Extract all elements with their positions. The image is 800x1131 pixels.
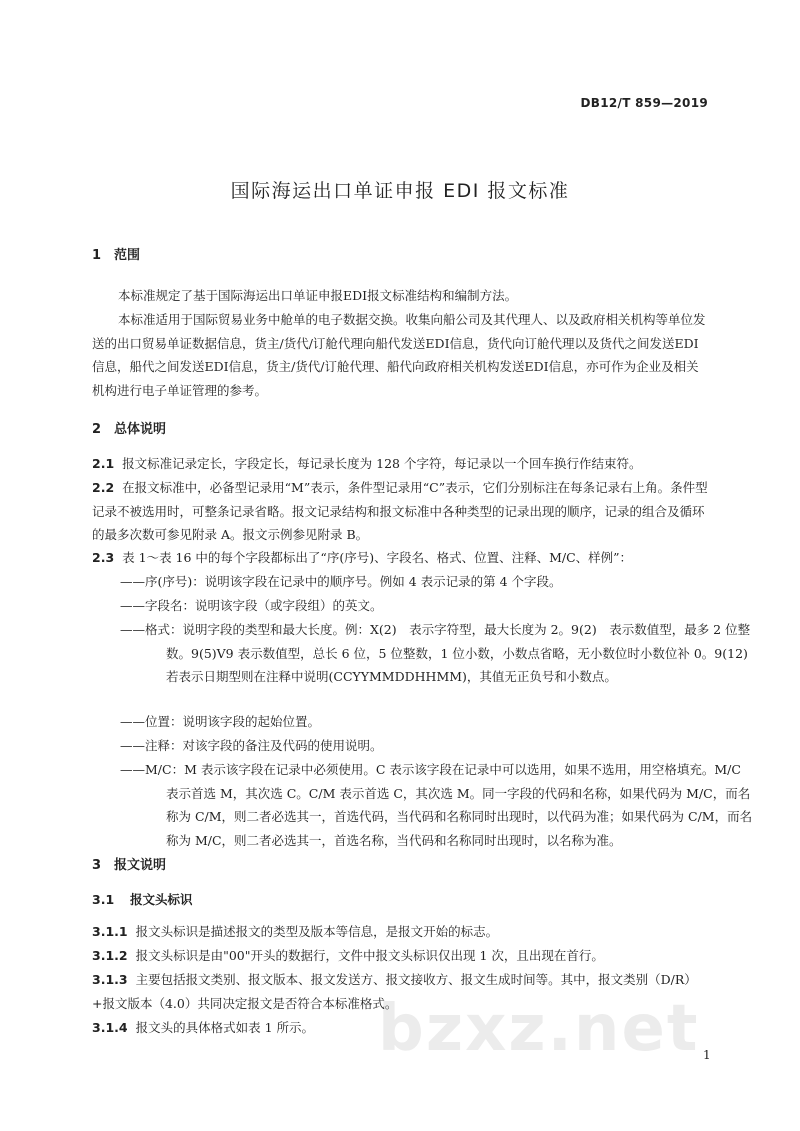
clause-number: 3.1.1 bbox=[92, 924, 128, 939]
subsection-title: 报文头标识 bbox=[130, 892, 193, 907]
clause-3-1-2 bbox=[92, 944, 710, 968]
list-item: ——M/C：M 表示该字段在记录中必须使用。C 表示该字段在记录中可以选用，如果不选用，用空格填充。M/C 表示首选 M，其次选 C。C/M 表示首选 C，其次选 M。同一字段的代码和名称，如果代码为 M/C，而名称为 C/M，则二者必选其一，首选代码，当代码和名称同时出现时，以代码为准；如果代码为 C/M，而名称为 M/C，则二者必选其一，首选名称，当代码和名称同时出现时，以名称为准。 bbox=[120, 762, 753, 848]
section-title: 报文说明 bbox=[114, 858, 167, 873]
section-heading-message bbox=[92, 854, 166, 873]
clause-3-1-3 bbox=[92, 968, 710, 1015]
section-title: 总体说明 bbox=[114, 422, 167, 437]
section-heading-general bbox=[92, 418, 166, 437]
clause-text: 主要包括报文类别、报文版本、报文发送方、报文接收方、报文生成时间等。其中，报文类别（D/R）+报文版本（4.0）共同决定报文是否符合本标准格式。 bbox=[92, 972, 697, 1011]
section-number: 2 bbox=[92, 422, 102, 437]
clause-number: 2.1 bbox=[92, 456, 115, 471]
list-item: ——位置：说明该字段的起始位置。 bbox=[120, 714, 321, 729]
clause-text: 报文头标识是由"00"开头的数据行，文件中报文头标识仅出现 1 次，且出现在首行。 bbox=[135, 948, 604, 963]
watermark: bzxz.net bbox=[378, 992, 700, 1066]
clause-number: 3.1.2 bbox=[92, 948, 128, 963]
document-title: 国际海运出口单证申报 EDI 报文标准 bbox=[230, 180, 570, 202]
subsection-heading bbox=[92, 890, 193, 908]
list-item: ——格式：说明字段的类型和最大长度。例：X(2) 表示字符型，最大长度为 2。9(2) 表示数值型，最多 2 位整数。9(5)V9 表示数值型，总长 6 位，5 位整数，1 位小数，小数点省略，无小数位时小数位补 0。9(12) 若表示日期型则在注释中说明(CCYYMMDDHHMM)，其值无正负号和小数点。 bbox=[120, 622, 751, 684]
clause-text: 在报文标准中，必备型记录用“M”表示，条件型记录用“C”表示，它们分别标注在每条记录右上角。条件型记录不被选用时，可整条记录省略。报文记录结构和报文标准中各种类型的记录出现的顺序，记录的组合及循环的最多次数可参见附录 A。报文示例参见附录 B。 bbox=[92, 480, 708, 542]
clause-text: 报文标准记录定长，字段定长，每记录长度为 128 个字符，每记录以一个回车换行作结束符。 bbox=[122, 456, 642, 471]
list-item: ——字段名：说明该字段（或字段组）的英文。 bbox=[120, 598, 383, 613]
section-number: 1 bbox=[92, 248, 102, 263]
subsection-number: 3.1 bbox=[92, 892, 115, 907]
section-number: 3 bbox=[92, 858, 102, 873]
page-number: 1 bbox=[703, 1048, 711, 1062]
clause-number: 2.2 bbox=[92, 480, 115, 495]
clause-text: 表 1～表 16 中的每个字段都标出了“序(序号)、字段名、格式、位置、注释、M/C、样例”： bbox=[122, 550, 633, 565]
document-code: DB12/T 859—2019 bbox=[580, 96, 708, 110]
section-heading-scope bbox=[92, 244, 140, 263]
clause-2-3 bbox=[92, 546, 710, 570]
clause-number: 2.3 bbox=[92, 550, 115, 565]
list-item: ——序(序号)：说明该字段在记录中的顺序号。例如 4 表示记录的第 4 个字段。 bbox=[120, 574, 562, 589]
clause-number: 3.1.3 bbox=[92, 972, 128, 987]
clause-2-2 bbox=[92, 476, 710, 547]
list-item: ——注释：对该字段的备注及代码的使用说明。 bbox=[120, 738, 383, 753]
clause-number: 3.1.4 bbox=[92, 1020, 128, 1035]
clause-3-1-4 bbox=[92, 1016, 710, 1040]
clause-text: 报文头标识是描述报文的类型及版本等信息，是报文开始的标志。 bbox=[135, 924, 499, 939]
clause-3-1-1 bbox=[92, 920, 710, 944]
scope-paragraph-1: 本标准规定了基于国际海运出口单证申报EDI报文标准结构和编制方法。 bbox=[118, 288, 518, 303]
section-title: 范围 bbox=[114, 248, 141, 263]
clause-2-1 bbox=[92, 452, 710, 476]
scope-paragraph-2: 本标准适用于国际贸易业务中舱单的电子数据交换。收集向船公司及其代理人、以及政府相关机构等单位发送的出口贸易单证数据信息，货主/货代/订舱代理向船代发送EDI信息，货代向订舱代理以及货代之间发送EDI信息，船代之间发送EDI信息，货主/货代/订舱代理、船代向政府相关机构发送EDI信息，亦可作为企业及相关机构进行电子单证管理的参考。 bbox=[92, 312, 706, 398]
clause-text: 报文头的具体格式如表 1 所示。 bbox=[135, 1020, 314, 1035]
